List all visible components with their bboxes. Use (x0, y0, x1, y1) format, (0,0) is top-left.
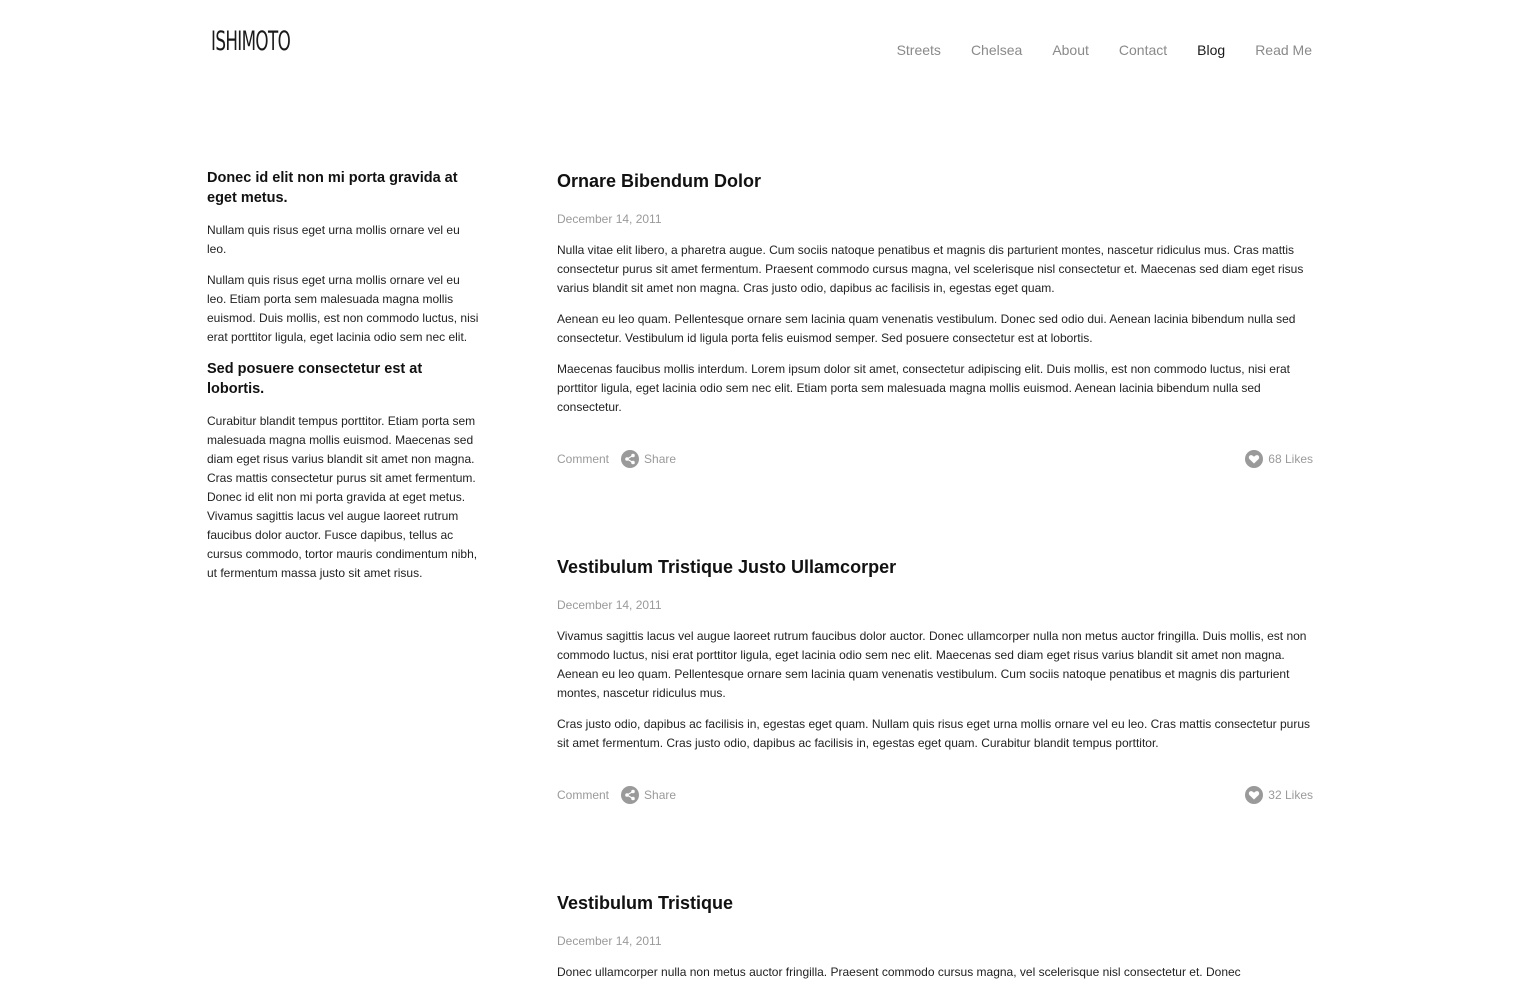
nav-blog[interactable]: Blog (1197, 42, 1226, 58)
share-icon (621, 450, 639, 468)
site-logo[interactable]: ISHIMOTO (211, 25, 291, 57)
post-paragraph: Vivamus sagittis lacus vel augue laoreet rutrum faucibus dolor auctor. Donec ullamcorper nulla non metus auctor fringilla. Duis mollis, est non commodo luctus, nisi erat porttitor ligula, eget lacinia odio sem nec elit. Maecenas sed diam eget risus varius blandit sit amet non magna. Aenean eu leo quam. Pellentesque ornare sem lacinia quam venenatis vestibulum. Cum sociis natoque penatibus et magnis dis parturient montes, nascetur ridiculus mus. (557, 629, 1307, 700)
likes-count: 32 Likes (1268, 788, 1313, 802)
nav-about[interactable]: About (1052, 42, 1089, 58)
sidebar-heading: Sed posuere consectetur est at lobortis. (207, 361, 423, 397)
sidebar-paragraph: Nullam quis risus eget urna mollis ornare vel eu leo. (207, 223, 460, 256)
post-paragraph: Nulla vitae elit libero, a pharetra augue. Cum sociis natoque penatibus et magnis dis parturient montes, nascetur ridiculus mus. Cras mattis consectetur purus sit amet fermentum. Praesent commodo cursus magna, vel scelerisque nisl consectetur et. Maecenas sed diam eget risus varius blandit sit amet non magna. Cras justo odio, dapibus ac facilisis in, egestas eget quam. (557, 243, 1304, 295)
likes-count: 68 Likes (1268, 452, 1313, 466)
post-date: December 14, 2011 (557, 212, 662, 226)
post-date: December 14, 2011 (557, 934, 662, 948)
share-label: Share (644, 788, 677, 802)
share-label: Share (644, 452, 677, 466)
nav-contact[interactable]: Contact (1118, 42, 1168, 58)
post-body (557, 241, 1313, 417)
sidebar (207, 168, 482, 595)
share-icon (621, 786, 639, 804)
post-body (557, 963, 1313, 982)
sidebar-heading: Donec id elit non mi porta gravida at eget metus. (207, 170, 458, 206)
nav-read-me[interactable]: Read Me (1255, 42, 1312, 58)
post-date: December 14, 2011 (557, 598, 662, 612)
sidebar-paragraph: Curabitur blandit tempus porttitor. Etiam porta sem malesuada magna mollis euismod. Maecenas sed diam eget risus varius blandit sit amet non magna. Cras mattis consectetur purus sit amet fermentum. Donec id elit non mi porta gravida at eget metus. Vivamus sagittis lacus vel augue laoreet rutrum faucibus dolor auctor. Fusce dapibus, tellus ac cursus commodo, tortor mauris condimentum nibh, ut fermentum massa justo sit amet risus. (207, 414, 478, 580)
nav-chelsea[interactable]: Chelsea (970, 42, 1023, 58)
post-title[interactable]: Vestibulum Tristique (557, 893, 734, 913)
blog-post (557, 168, 1313, 469)
post-title[interactable]: Ornare Bibendum Dolor (557, 171, 762, 191)
comment-link[interactable]: Comment (557, 788, 610, 802)
heart-icon (1245, 450, 1263, 468)
share-button[interactable] (621, 449, 676, 469)
post-paragraph: Cras justo odio, dapibus ac facilisis in, egestas eget quam. Nullam quis risus eget urna mollis ornare vel eu leo. Cras mattis consectetur purus sit amet fermentum. Cras justo odio, dapibus ac facilisis in, egestas eget quam. Curabitur blandit tempus porttitor. (557, 717, 1311, 750)
post-actions (557, 449, 1313, 469)
post-title[interactable]: Vestibulum Tristique Justo Ullamcorper (557, 557, 897, 577)
comment-link[interactable]: Comment (557, 452, 610, 466)
post-paragraph: Aenean eu leo quam. Pellentesque ornare sem lacinia quam venenatis vestibulum. Donec sed odio dui. Aenean lacinia bibendum nulla sed consectetur. Vestibulum id ligula porta felis euismod semper. Sed posuere consectetur est at lobortis. (557, 312, 1296, 345)
blog-post (557, 890, 1313, 982)
sidebar-paragraph: Nullam quis risus eget urna mollis ornare vel eu leo. Etiam porta sem malesuada magna mollis euismod. Duis mollis, est non commodo luctus, nisi erat porttitor ligula, eget lacinia odio sem nec elit. (207, 273, 479, 344)
blog-post (557, 554, 1313, 805)
blog-posts (557, 168, 1313, 984)
post-body (557, 627, 1313, 753)
post-actions (557, 785, 1313, 805)
nav-streets[interactable]: Streets (896, 42, 941, 58)
likes-button[interactable] (1245, 449, 1313, 469)
post-paragraph: Donec ullamcorper nulla non metus auctor fringilla. Praesent commodo cursus magna, vel scelerisque nisl consectetur et. Donec (557, 965, 1241, 979)
main-nav (867, 40, 1312, 60)
heart-icon (1245, 786, 1263, 804)
likes-button[interactable] (1245, 785, 1313, 805)
share-button[interactable] (621, 785, 676, 805)
post-paragraph: Maecenas faucibus mollis interdum. Lorem ipsum dolor sit amet, consectetur adipiscing elit. Duis mollis, est non commodo luctus, nisi erat porttitor ligula, eget lacinia odio sem nec elit. Etiam porta sem malesuada magna mollis euismod. Aenean lacinia bibendum nulla sed consectetur. (557, 362, 1290, 414)
